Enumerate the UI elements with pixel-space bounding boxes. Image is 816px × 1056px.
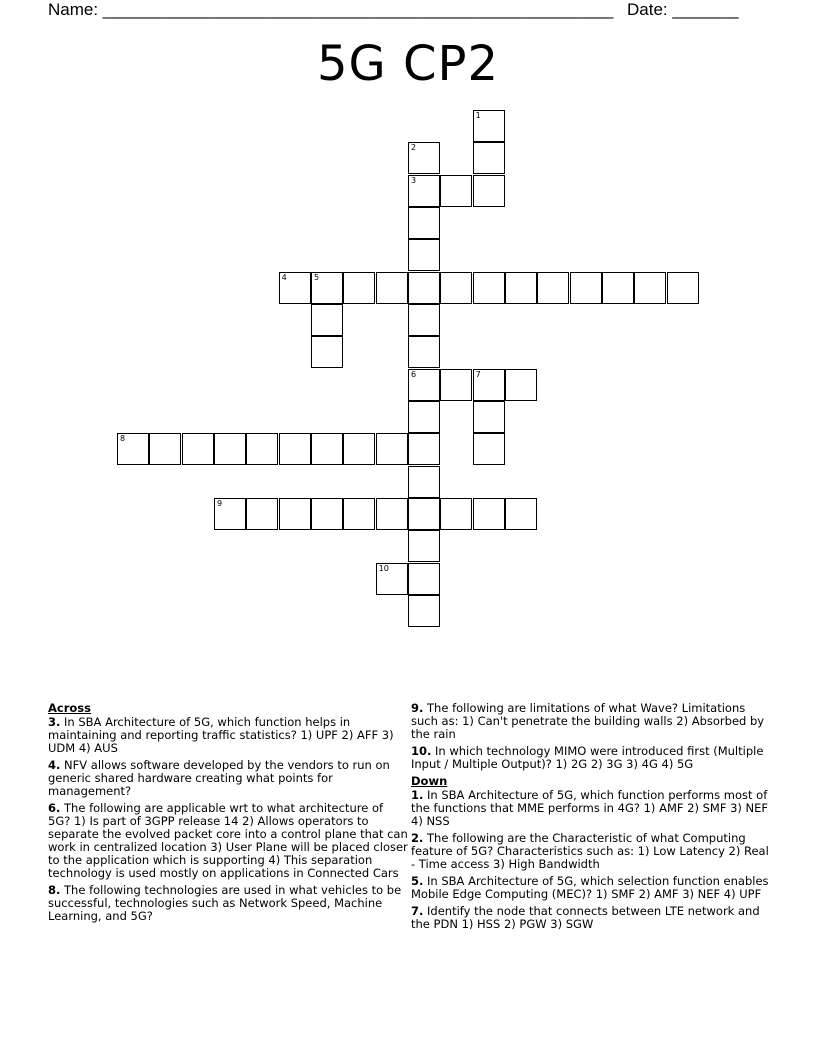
grid-cell[interactable] [473,272,505,304]
grid-cell[interactable] [311,336,343,368]
puzzle-title: 5G CP2 [317,36,499,92]
grid-cell[interactable] [473,433,505,465]
grid-cell[interactable] [408,466,440,498]
grid-cell[interactable] [440,272,472,304]
clue-number-label: 1 [475,111,481,120]
clue-number: 8. [48,883,61,897]
grid-cell[interactable] [408,239,440,271]
clue-number: 1. [411,788,424,802]
grid-cell[interactable] [246,433,278,465]
clue-number-label: 9 [216,498,223,508]
across-heading: Across [48,701,91,715]
grid-cell[interactable] [634,272,666,304]
clue-number-label: 3 [410,175,417,185]
clue-across-6 [48,802,408,880]
grid-cell[interactable] [408,336,440,368]
clue-number: 10. [411,744,432,758]
clue-down-1 [411,789,771,828]
clue-number: 5. [411,874,424,888]
clue-number-label: 10 [378,563,389,573]
clue-text: In SBA Architecture of 5G, which function performs most of the functions that MME performs in 4G? 1) AMF 2) SMF 3) NEF 4) NSS [411,788,769,828]
grid-cell[interactable] [408,401,440,433]
clue-number: 7. [411,904,424,918]
grid-cell[interactable] [279,272,311,304]
grid-cell[interactable] [473,498,505,530]
clue-across-8 [48,884,408,923]
clue-text: In which technology MIMO were introduced first (Multiple Input / Multiple Output)? 1) 2G 2) 3G 3) 4G 4) 5G [411,744,764,771]
clue-number-label: 8 [120,434,126,444]
grid-cell[interactable] [505,498,537,530]
grid-cell[interactable] [311,433,343,465]
grid-cell[interactable] [376,498,408,530]
grid-cell[interactable] [279,498,311,530]
down-heading: Down [411,774,448,788]
grid-cell[interactable] [473,369,505,401]
grid-cell[interactable] [311,498,343,530]
name-field-line: Name: ______________________________________________________ [48,0,614,19]
grid-cell[interactable] [214,433,246,465]
clues-column-left [48,702,408,927]
clue-across-9 [411,702,771,741]
grid-cell[interactable] [408,595,440,627]
clue-number-label: 2 [410,143,417,153]
grid-cell[interactable] [311,304,343,336]
grid-cell[interactable] [440,498,472,530]
grid-cell[interactable] [408,142,440,174]
clue-number-label: 5 [313,272,320,282]
grid-cell[interactable] [537,272,569,304]
grid-cell[interactable] [473,110,505,142]
clue-number: 9. [411,701,424,715]
clue-down-5 [411,875,771,901]
grid-cell[interactable] [408,369,440,401]
grid-cell[interactable] [440,175,472,207]
grid-cell[interactable] [376,563,408,595]
clue-number: 3. [48,715,61,729]
clue-number: 6. [48,801,61,815]
grid-cell[interactable] [667,272,699,304]
clue-text: In SBA Architecture of 5G, which selection function enables Mobile Edge Computing (MEC)? 1) SMF 2) AMF 3) NEF 4) UPF [411,874,769,901]
grid-cell[interactable] [311,272,343,304]
grid-cell[interactable] [408,175,440,207]
clue-number-label: 4 [281,272,287,282]
grid-cell[interactable] [408,498,440,530]
grid-cell[interactable] [473,142,505,174]
clue-across-4 [48,759,408,798]
grid-cell[interactable] [408,304,440,336]
grid-cell[interactable] [376,272,408,304]
grid-cell[interactable] [440,369,472,401]
grid-cell[interactable] [376,433,408,465]
clue-text: In SBA Architecture of 5G, which function helps in maintaining and reporting traffic statistics? 1) UPF 2) AFF 3) UDM 4) AUS [48,715,394,755]
grid-cell[interactable] [408,563,440,595]
grid-cell[interactable] [602,272,634,304]
clue-text: The following technologies are used in what vehicles to be successful, technologies such as Network Speed, Machine Learning, and 5G? [48,883,402,923]
grid-cell[interactable] [473,401,505,433]
grid-cell[interactable] [182,433,214,465]
clue-number: 4. [48,758,61,772]
grid-cell[interactable] [408,272,440,304]
clue-across-3 [48,716,408,755]
grid-cell[interactable] [408,433,440,465]
clue-number: 2. [411,831,424,845]
grid-cell[interactable] [570,272,602,304]
grid-cell[interactable] [473,175,505,207]
clue-text: The following are limitations of what Wave? Limitations such as: 1) Can't penetrate the building walls 2) Absorbed by the rain [411,701,765,741]
clue-text: NFV allows software developed by the vendors to run on generic shared hardware creating what points for management? [48,758,390,798]
grid-cell[interactable] [149,433,181,465]
clue-text: Identify the node that connects between LTE network and the PDN 1) HSS 2) PGW 3) SGW [411,904,760,931]
grid-cell[interactable] [505,272,537,304]
grid-cell[interactable] [246,498,278,530]
date-field-line: Date: _______ [627,0,739,19]
grid-cell[interactable] [343,433,375,465]
grid-cell[interactable] [408,530,440,562]
grid-cell[interactable] [505,369,537,401]
clues-column-right [411,702,771,935]
clue-down-7 [411,905,771,931]
clue-number-label: 6 [410,369,417,379]
grid-cell[interactable] [214,498,246,530]
clue-text: The following are the Characteristic of what Computing feature of 5G? Characteristics such as: 1) Low Latency 2) Real - Time access 3) High Bandwidth [411,831,769,871]
grid-cell[interactable] [343,498,375,530]
grid-cell[interactable] [343,272,375,304]
clue-down-2 [411,832,771,871]
clue-across-10 [411,745,771,771]
grid-cell[interactable] [408,207,440,239]
grid-cell[interactable] [117,433,149,465]
clue-number-label: 7 [475,369,481,379]
grid-cell[interactable] [279,433,311,465]
clue-text: The following are applicable wrt to what architecture of 5G? 1) Is part of 3GPP release 14 2) Allows operators to separate the evolved packet core into a control plane that can work in centralized location 3) User Plane will be placed closer to the application which is supporting 4) This separation technology is used mostly on applications in Connected Cars [48,801,408,880]
